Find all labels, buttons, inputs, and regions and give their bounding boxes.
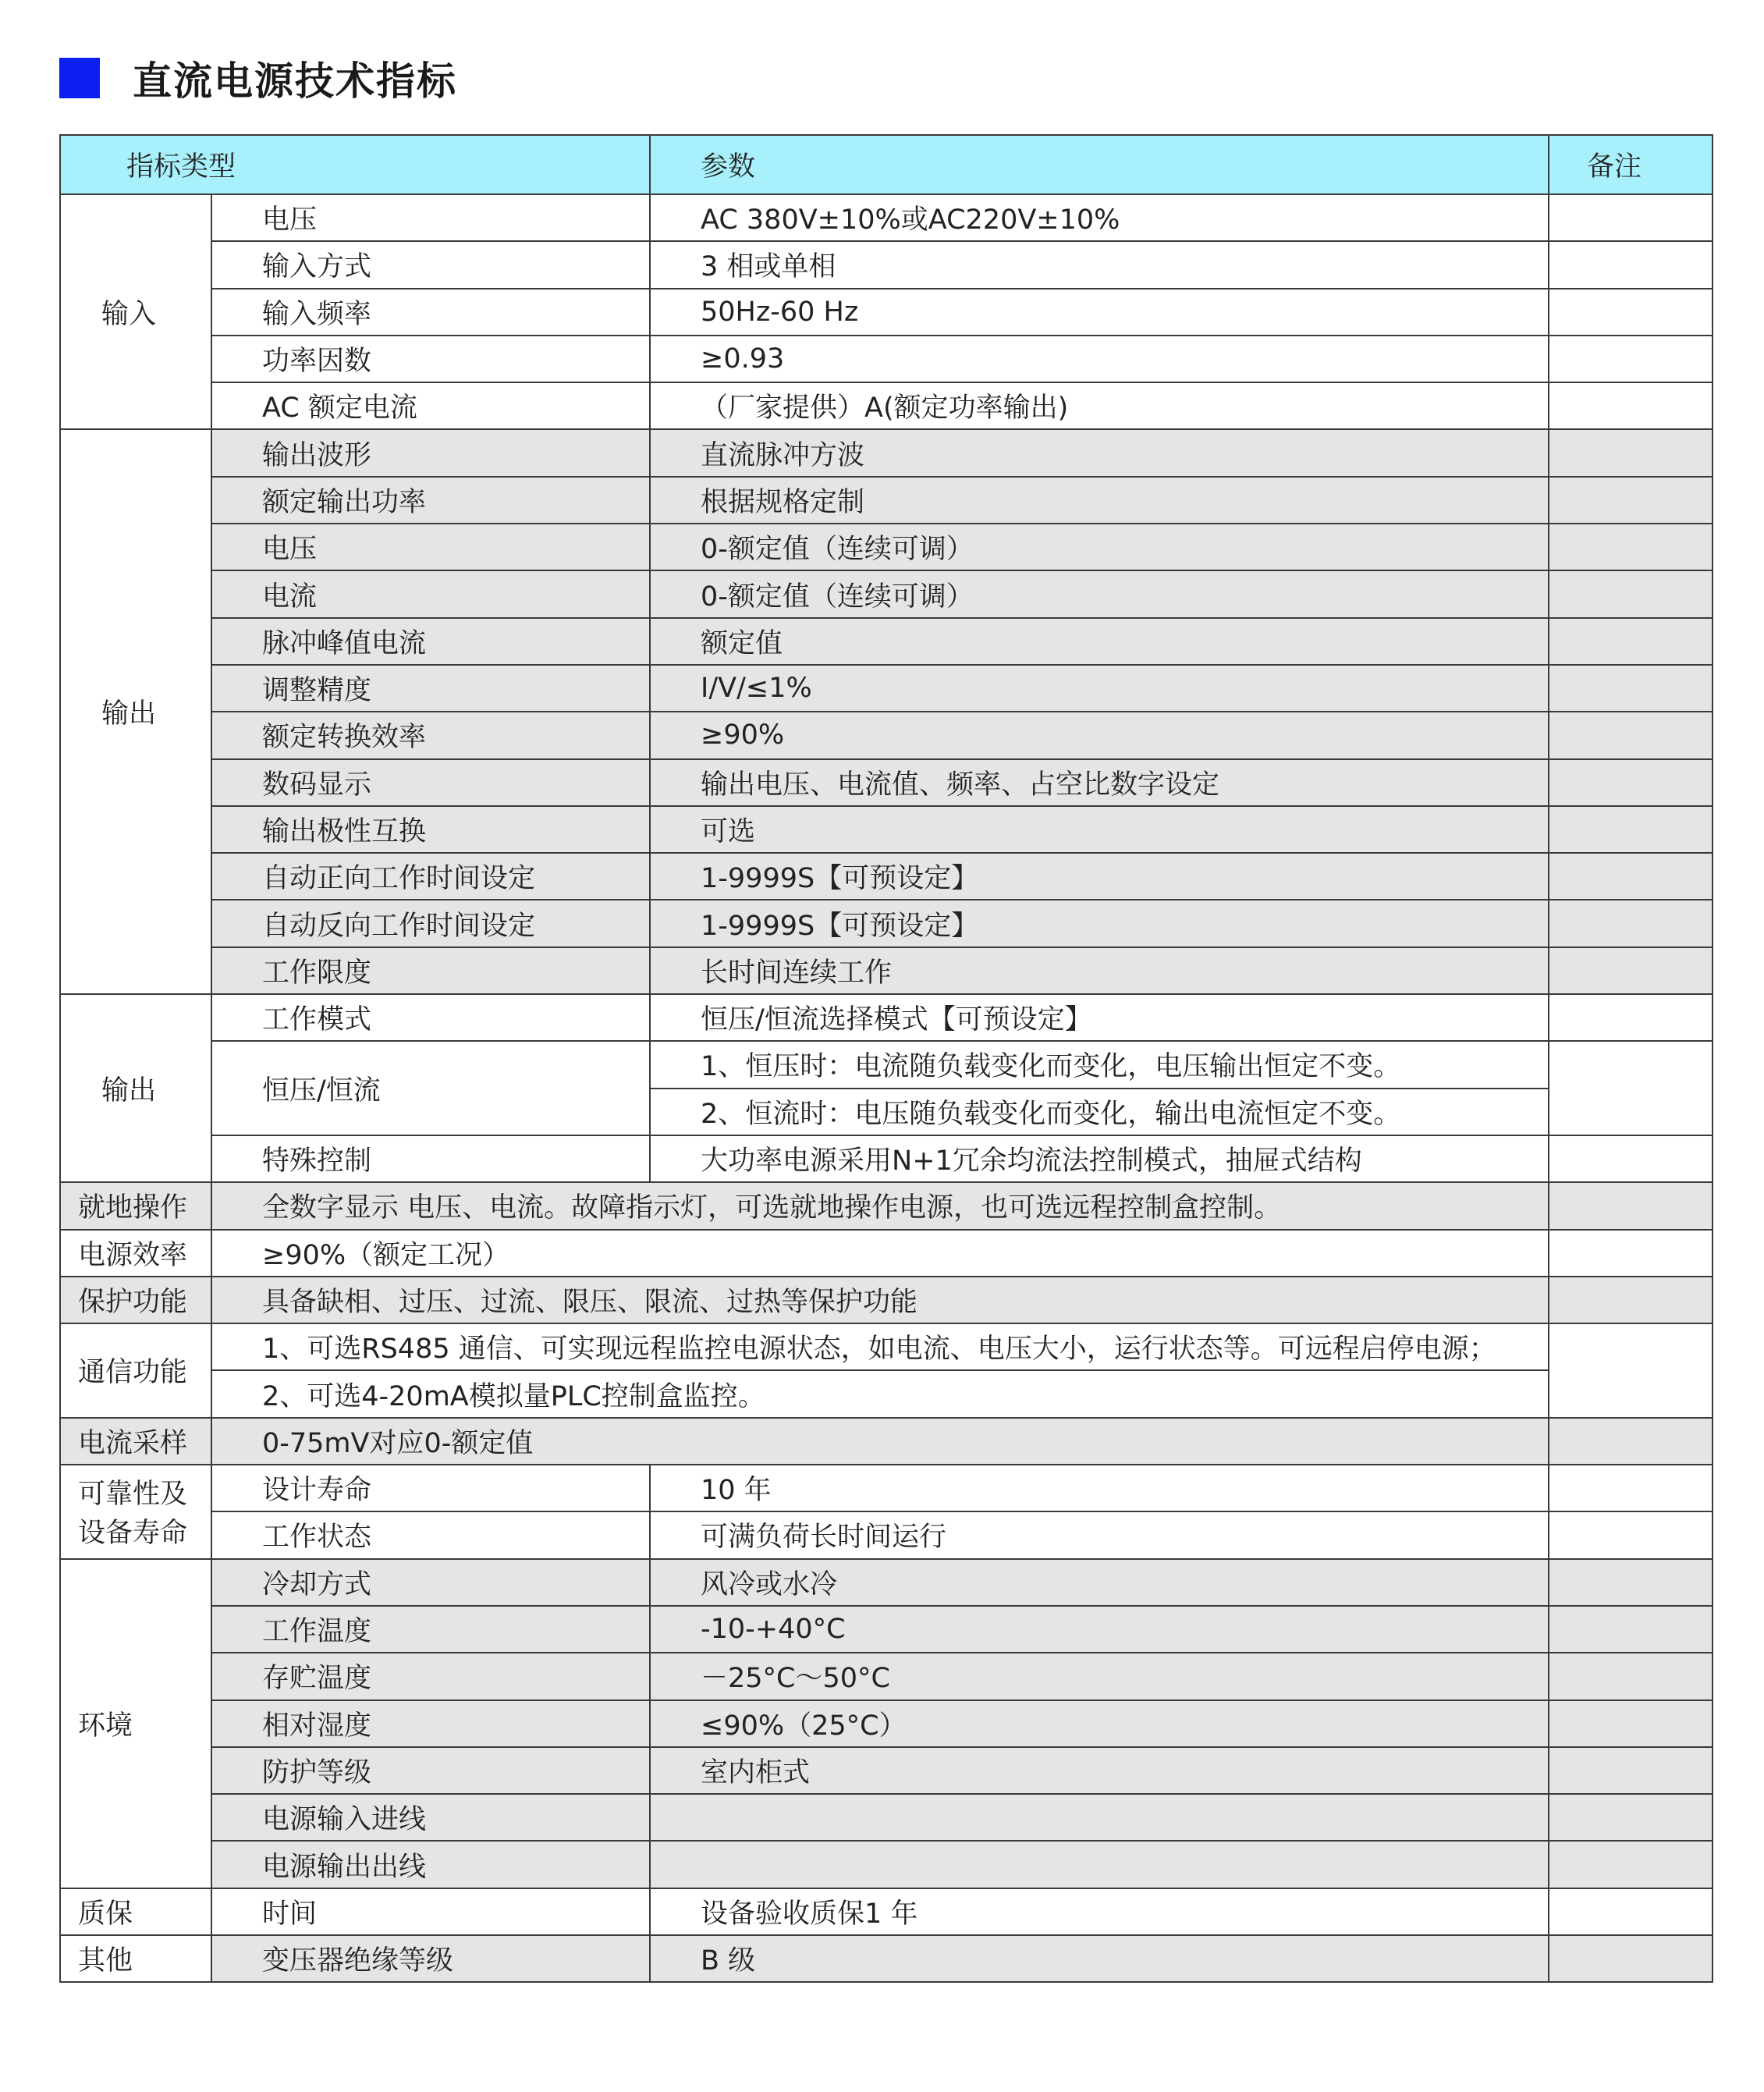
remark-cell (1549, 1559, 1713, 1606)
remark-cell (1549, 289, 1713, 336)
param-value: 输出电压、电流值、频率、占空比数字设定 (650, 759, 1549, 806)
param-name: 输入方式 (211, 241, 650, 288)
param-name: 设计寿命 (211, 1465, 650, 1511)
param-name: 功率因数 (211, 336, 650, 382)
param-name: 调整精度 (211, 665, 650, 712)
group-local-operation: 就地操作 (60, 1182, 211, 1229)
remark-cell (1549, 900, 1713, 947)
table-row (60, 1935, 1713, 1982)
table-row (60, 1041, 1713, 1088)
param-value (650, 1841, 1549, 1888)
param-name: 输入频率 (211, 289, 650, 336)
remark-cell (1549, 336, 1713, 382)
param-value: ≥0.93 (650, 336, 1549, 382)
param-value: 设备验收质保1 年 (650, 1888, 1549, 1935)
group-environment: 环境 (60, 1559, 211, 1888)
group-output-mode: 输出 (60, 994, 211, 1182)
header-row (60, 135, 1713, 194)
table-row (60, 289, 1713, 336)
param-name: 时间 (211, 1888, 650, 1935)
table-row (60, 1182, 1713, 1229)
param-value: B 级 (650, 1935, 1549, 1982)
param-name: 防护等级 (211, 1747, 650, 1794)
param-name: 额定输出功率 (211, 477, 650, 524)
remark-cell (1549, 194, 1713, 241)
table-row (60, 241, 1713, 288)
remark-cell (1549, 806, 1713, 853)
param-value: 直流脉冲方波 (650, 429, 1549, 476)
table-row (60, 806, 1713, 853)
table-row (60, 1511, 1713, 1558)
table-row (60, 1418, 1713, 1465)
param-value: 0-额定值（连续可调） (650, 524, 1549, 570)
param-value: －25°C～50°C (650, 1653, 1549, 1700)
table-row (60, 618, 1713, 665)
param-value: I/V/≤1% (650, 665, 1549, 712)
remark-cell (1549, 1653, 1713, 1700)
param-value: 风冷或水冷 (650, 1559, 1549, 1606)
table-row (60, 570, 1713, 617)
param-value: 具备缺相、过压、过流、限压、限流、过热等保护功能 (211, 1277, 1549, 1323)
param-value (650, 1794, 1549, 1841)
table-row (60, 759, 1713, 806)
remark-cell (1549, 1700, 1713, 1747)
remark-cell (1549, 1747, 1713, 1794)
param-value: 3 相或单相 (650, 241, 1549, 288)
param-value: 长时间连续工作 (650, 947, 1549, 994)
remark-cell (1549, 1511, 1713, 1558)
table-row (60, 1370, 1713, 1417)
table-row (60, 477, 1713, 524)
param-value: 1、可选RS485 通信、可实现远程监控电源状态，如电流、电压大小，运行状态等。可远程启停电源； (211, 1323, 1549, 1370)
table-row (60, 1794, 1713, 1841)
remark-cell (1549, 759, 1713, 806)
param-value: 根据规格定制 (650, 477, 1549, 524)
param-name: 数码显示 (211, 759, 650, 806)
table-row (60, 1323, 1713, 1370)
remark-cell (1549, 1935, 1713, 1982)
table-row (60, 900, 1713, 947)
param-name: 输出波形 (211, 429, 650, 476)
table-row (60, 194, 1713, 241)
param-name: 电源输入进线 (211, 1794, 650, 1841)
table-row (60, 1653, 1713, 1700)
table-row (60, 1277, 1713, 1323)
group-reliability-line2: 设备寿命 (78, 1518, 188, 1550)
table-row (60, 665, 1713, 712)
param-value: ≥90%（额定工况） (211, 1230, 1549, 1277)
param-name: 电源输出出线 (211, 1841, 650, 1888)
spec-table (59, 134, 1713, 1983)
remark-cell (1549, 429, 1713, 476)
table-row (60, 1888, 1713, 1935)
heading-title: 直流电源技术指标 (133, 58, 457, 104)
group-protection: 保护功能 (60, 1277, 211, 1323)
param-value: 可满负荷长时间运行 (650, 1511, 1549, 1558)
param-value: 室内柜式 (650, 1747, 1549, 1794)
table-row (60, 1230, 1713, 1277)
param-value: AC 380V±10%或AC220V±10% (650, 194, 1549, 241)
table-row (60, 1135, 1713, 1182)
param-value: 额定值 (650, 618, 1549, 665)
remark-cell (1549, 1465, 1713, 1511)
section-heading (59, 50, 457, 106)
table-row (60, 524, 1713, 570)
remark-cell (1549, 382, 1713, 429)
param-value: ≤90%（25°C） (650, 1700, 1549, 1747)
header-remarks: 备注 (1549, 135, 1713, 194)
table-row (60, 1606, 1713, 1653)
remark-cell (1549, 1182, 1713, 1229)
heading-square-icon (59, 58, 100, 98)
remark-cell (1549, 1418, 1713, 1465)
remark-cell (1549, 712, 1713, 758)
param-value: 2、恒流时：电压随负载变化而变化，输出电流恒定不变。 (650, 1089, 1549, 1135)
param-name: 电压 (211, 194, 650, 241)
param-name: AC 额定电流 (211, 382, 650, 429)
param-name: 变压器绝缘等级 (211, 1935, 650, 1982)
param-value: 恒压/恒流选择模式【可预设定】 (650, 994, 1549, 1041)
table-row (60, 994, 1713, 1041)
param-value: 10 年 (650, 1465, 1549, 1511)
remark-cell (1549, 1323, 1713, 1418)
param-value: 1-9999S【可预设定】 (650, 900, 1549, 947)
param-name: 工作状态 (211, 1511, 650, 1558)
param-value: 可选 (650, 806, 1549, 853)
group-reliability (60, 1465, 211, 1559)
remark-cell (1549, 1606, 1713, 1653)
param-name: 存贮温度 (211, 1653, 650, 1700)
param-value: 50Hz-60 Hz (650, 289, 1549, 336)
param-value: 0-75mV对应0-额定值 (211, 1418, 1549, 1465)
table-row (60, 947, 1713, 994)
param-name: 相对湿度 (211, 1700, 650, 1747)
param-name: 特殊控制 (211, 1135, 650, 1182)
group-output: 输出 (60, 429, 211, 994)
param-value: 1-9999S【可预设定】 (650, 853, 1549, 900)
param-value: 2、可选4-20mA模拟量PLC控制盒监控。 (211, 1370, 1549, 1417)
table-row (60, 712, 1713, 758)
table-row (60, 1700, 1713, 1747)
group-reliability-line1: 可靠性及 (78, 1479, 188, 1511)
remark-cell (1549, 853, 1713, 900)
table-row (60, 1559, 1713, 1606)
group-warranty: 质保 (60, 1888, 211, 1935)
param-name: 自动正向工作时间设定 (211, 853, 650, 900)
table-row (60, 429, 1713, 476)
remark-cell (1549, 665, 1713, 712)
remark-cell (1549, 524, 1713, 570)
remark-cell (1549, 570, 1713, 617)
header-indicator-type: 指标类型 (60, 135, 650, 194)
group-current-sampling: 电流采样 (60, 1418, 211, 1465)
table-row (60, 382, 1713, 429)
group-communication: 通信功能 (60, 1323, 211, 1418)
remark-cell (1549, 1230, 1713, 1277)
remark-cell (1549, 1888, 1713, 1935)
param-value: 1、恒压时：电流随负载变化而变化，电压输出恒定不变。 (650, 1041, 1549, 1088)
table-row (60, 853, 1713, 900)
param-name: 电流 (211, 570, 650, 617)
param-name: 输出极性互换 (211, 806, 650, 853)
group-efficiency: 电源效率 (60, 1230, 211, 1277)
param-value: ≥90% (650, 712, 1549, 758)
param-value: 大功率电源采用N+1冗余均流法控制模式，抽屉式结构 (650, 1135, 1549, 1182)
param-value: （厂家提供）A(额定功率输出) (650, 382, 1549, 429)
table-row (60, 1465, 1713, 1511)
remark-cell (1549, 994, 1713, 1041)
remark-cell (1549, 1277, 1713, 1323)
remark-cell (1549, 1135, 1713, 1182)
param-value: 全数字显示 电压、电流。故障指示灯，可选就地操作电源，也可选远程控制盒控制。 (211, 1182, 1549, 1229)
remark-cell (1549, 618, 1713, 665)
remark-cell (1549, 1841, 1713, 1888)
param-name: 工作限度 (211, 947, 650, 994)
param-name: 脉冲峰值电流 (211, 618, 650, 665)
param-name: 冷却方式 (211, 1559, 650, 1606)
group-other: 其他 (60, 1935, 211, 1982)
remark-cell (1549, 477, 1713, 524)
table-row (60, 1747, 1713, 1794)
remark-cell (1549, 241, 1713, 288)
table-row (60, 336, 1713, 382)
remark-cell (1549, 1041, 1713, 1135)
param-name: 恒压/恒流 (211, 1041, 650, 1135)
param-name: 工作模式 (211, 994, 650, 1041)
param-name: 工作温度 (211, 1606, 650, 1653)
table-row (60, 1841, 1713, 1888)
param-name: 自动反向工作时间设定 (211, 900, 650, 947)
param-value: -10-+40°C (650, 1606, 1549, 1653)
param-value: 0-额定值（连续可调） (650, 570, 1549, 617)
remark-cell (1549, 947, 1713, 994)
remark-cell (1549, 1794, 1713, 1841)
group-input: 输入 (60, 194, 211, 429)
param-name: 额定转换效率 (211, 712, 650, 758)
header-parameters: 参数 (650, 135, 1549, 194)
param-name: 电压 (211, 524, 650, 570)
